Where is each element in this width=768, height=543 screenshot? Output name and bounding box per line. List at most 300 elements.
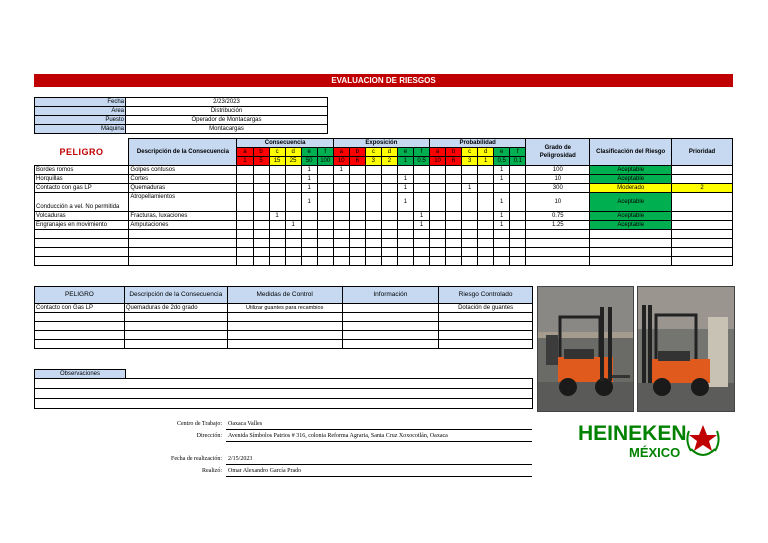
row-score xyxy=(285,175,301,184)
row-clasificacion: Aceptable xyxy=(590,221,672,230)
empty-cell[interactable] xyxy=(342,322,439,331)
row-score xyxy=(462,212,478,221)
empty-cell xyxy=(526,230,590,239)
empty-cell xyxy=(510,239,526,248)
header-prioridad: Prioridad xyxy=(672,139,733,166)
empty-cell xyxy=(446,230,462,239)
empty-cell xyxy=(35,230,129,239)
scale-value: 50 xyxy=(301,157,317,166)
row-grado: 10 xyxy=(526,193,590,212)
scale-letter: c xyxy=(462,148,478,157)
row-score: 1 xyxy=(462,184,478,193)
empty-cell[interactable] xyxy=(124,313,227,322)
empty-cell xyxy=(285,248,301,257)
row-score xyxy=(365,193,381,212)
empty-cell xyxy=(462,230,478,239)
empty-cell xyxy=(462,248,478,257)
empty-cell xyxy=(672,230,733,239)
row-score xyxy=(478,193,494,212)
scale-letter: b xyxy=(446,148,462,157)
row-prioridad xyxy=(672,221,733,230)
scale-letter: c xyxy=(269,148,285,157)
observaciones-line[interactable] xyxy=(35,379,533,389)
row-score xyxy=(462,166,478,175)
row-score xyxy=(510,193,526,212)
row-score xyxy=(285,166,301,175)
row-score xyxy=(301,221,317,230)
control-header-medidas: Medidas de Control xyxy=(227,287,342,304)
row-score xyxy=(446,221,462,230)
empty-cell[interactable] xyxy=(35,313,125,322)
row-score xyxy=(478,175,494,184)
empty-cell xyxy=(301,248,317,257)
row-score xyxy=(253,175,269,184)
info-label: Fecha xyxy=(35,98,126,107)
row-score xyxy=(285,212,301,221)
empty-cell xyxy=(413,257,429,266)
centro-value: Oaxaca Valles xyxy=(228,421,263,427)
scale-value: 1 xyxy=(237,157,253,166)
row-score xyxy=(446,166,462,175)
row-score: 1 xyxy=(413,212,429,221)
row-score: 1 xyxy=(494,175,510,184)
row-clasificacion: Aceptable xyxy=(590,212,672,221)
scale-letter: a xyxy=(333,148,349,157)
empty-cell xyxy=(365,230,381,239)
row-score xyxy=(446,212,462,221)
row-score xyxy=(478,212,494,221)
control-descripcion: Quemaduras de 2do grado xyxy=(124,304,227,313)
table-row xyxy=(35,175,733,184)
row-prioridad xyxy=(672,212,733,221)
empty-cell xyxy=(301,239,317,248)
row-score xyxy=(430,212,446,221)
forklift-photo-2 xyxy=(637,286,735,412)
empty-cell xyxy=(237,230,253,239)
row-score: 1 xyxy=(494,221,510,230)
empty-cell xyxy=(462,239,478,248)
scale-value: 3 xyxy=(462,157,478,166)
info-table xyxy=(34,97,328,134)
control-informacion xyxy=(342,304,439,313)
empty-cell xyxy=(285,230,301,239)
empty-cell[interactable] xyxy=(124,331,227,340)
header-consecuencia: Consecuencia xyxy=(237,139,333,148)
empty-cell xyxy=(237,257,253,266)
empty-cell xyxy=(269,257,285,266)
empty-cell xyxy=(397,248,413,257)
empty-cell xyxy=(430,248,446,257)
row-score: 1 xyxy=(397,193,413,212)
empty-row xyxy=(35,322,533,331)
empty-cell[interactable] xyxy=(35,340,125,349)
row-score xyxy=(430,175,446,184)
empty-row xyxy=(35,230,733,239)
row-peligro: Bordes romos xyxy=(35,166,129,175)
observaciones-label: Observaciones xyxy=(35,370,126,379)
empty-cell xyxy=(269,248,285,257)
row-score xyxy=(510,221,526,230)
row-score xyxy=(317,175,333,184)
empty-cell[interactable] xyxy=(342,313,439,322)
row-score: 1 xyxy=(494,193,510,212)
scale-letter: d xyxy=(285,148,301,157)
empty-cell xyxy=(317,248,333,257)
row-peligro: Horquillas xyxy=(35,175,129,184)
empty-cell xyxy=(333,239,349,248)
row-score xyxy=(253,193,269,212)
empty-cell[interactable] xyxy=(439,322,533,331)
row-score xyxy=(333,193,349,212)
row-score xyxy=(381,221,397,230)
scale-letter: d xyxy=(478,148,494,157)
scale-value: 0.5 xyxy=(413,157,429,166)
row-score xyxy=(317,193,333,212)
row-score xyxy=(381,212,397,221)
scale-letter: e xyxy=(301,148,317,157)
row-score xyxy=(381,193,397,212)
empty-cell xyxy=(333,248,349,257)
row-score: 1 xyxy=(301,166,317,175)
empty-cell xyxy=(365,239,381,248)
empty-cell xyxy=(365,248,381,257)
empty-cell xyxy=(397,257,413,266)
empty-cell xyxy=(269,230,285,239)
row-score xyxy=(333,175,349,184)
header-probabilidad: Probabilidad xyxy=(430,139,526,148)
scale-value: 10 xyxy=(430,157,446,166)
empty-cell xyxy=(672,239,733,248)
row-score xyxy=(510,175,526,184)
row-score: 1 xyxy=(269,212,285,221)
empty-cell xyxy=(397,239,413,248)
empty-cell xyxy=(672,248,733,257)
empty-cell xyxy=(590,248,672,257)
row-clasificacion: Moderado xyxy=(590,184,672,193)
control-header-informacion: Información xyxy=(342,287,439,304)
info-row xyxy=(35,98,328,107)
scale-letter: b xyxy=(349,148,365,157)
row-score xyxy=(349,221,365,230)
row-peligro: Engranajes en movimiento xyxy=(35,221,129,230)
scale-value: 2 xyxy=(381,157,397,166)
row-score xyxy=(365,175,381,184)
empty-cell xyxy=(478,257,494,266)
row-score xyxy=(430,184,446,193)
row-prioridad: 2 xyxy=(672,184,733,193)
empty-cell xyxy=(381,230,397,239)
heineken-logo xyxy=(576,419,721,465)
row-score xyxy=(317,212,333,221)
row-score xyxy=(349,212,365,221)
row-score: 1 xyxy=(333,166,349,175)
scale-letter: f xyxy=(317,148,333,157)
empty-cell xyxy=(129,239,237,248)
empty-cell[interactable] xyxy=(227,322,342,331)
row-descripcion: Cortes xyxy=(129,175,237,184)
row-score xyxy=(494,184,510,193)
row-score xyxy=(301,212,317,221)
info-label: Área xyxy=(35,107,126,116)
empty-cell xyxy=(478,239,494,248)
row-score: 1 xyxy=(301,193,317,212)
row-score xyxy=(237,166,253,175)
empty-cell xyxy=(285,257,301,266)
empty-cell[interactable] xyxy=(439,340,533,349)
row-score xyxy=(462,221,478,230)
scale-value: 1 xyxy=(397,157,413,166)
direccion-label: Dirección: xyxy=(196,433,222,439)
row-score xyxy=(253,184,269,193)
row-grado: 1.25 xyxy=(526,221,590,230)
row-score xyxy=(430,166,446,175)
empty-cell xyxy=(35,248,129,257)
row-score xyxy=(446,193,462,212)
empty-cell xyxy=(349,257,365,266)
scale-value: 10 xyxy=(333,157,349,166)
row-score xyxy=(317,221,333,230)
scale-value: 100 xyxy=(317,157,333,166)
row-score xyxy=(349,184,365,193)
empty-cell[interactable] xyxy=(439,313,533,322)
row-clasificacion: Aceptable xyxy=(590,175,672,184)
row-score xyxy=(333,221,349,230)
row-score xyxy=(285,193,301,212)
row-score xyxy=(478,166,494,175)
header-exposicion: Exposición xyxy=(333,139,429,148)
empty-cell[interactable] xyxy=(342,340,439,349)
empty-cell xyxy=(129,257,237,266)
table-row xyxy=(35,212,733,221)
row-score: 1 xyxy=(494,166,510,175)
empty-cell[interactable] xyxy=(35,331,125,340)
empty-cell xyxy=(317,239,333,248)
empty-cell xyxy=(397,230,413,239)
header-descripcion: Descripción de la Consecuencia xyxy=(129,139,237,166)
empty-cell xyxy=(253,239,269,248)
row-score xyxy=(381,184,397,193)
row-score xyxy=(237,193,253,212)
empty-cell[interactable] xyxy=(124,340,227,349)
empty-row xyxy=(35,239,733,248)
scale-value: 15 xyxy=(269,157,285,166)
header-grado: Grado de Peligrosidad xyxy=(526,139,590,166)
row-score xyxy=(365,221,381,230)
empty-cell xyxy=(446,239,462,248)
scale-value: 5 xyxy=(253,157,269,166)
empty-cell xyxy=(349,239,365,248)
row-descripcion: Fracturas, luxaciones xyxy=(129,212,237,221)
row-score xyxy=(333,184,349,193)
info-value: 2/23/2023 xyxy=(126,98,328,107)
scale-letter: e xyxy=(397,148,413,157)
empty-cell xyxy=(446,248,462,257)
empty-cell xyxy=(413,230,429,239)
control-row xyxy=(35,304,533,313)
fecha-label: Fecha de realización: xyxy=(171,456,222,462)
info-row xyxy=(35,116,328,125)
empty-cell xyxy=(478,248,494,257)
empty-cell xyxy=(285,239,301,248)
empty-cell[interactable] xyxy=(227,313,342,322)
empty-cell xyxy=(237,248,253,257)
row-score xyxy=(349,175,365,184)
heineken-logo-mark xyxy=(576,419,721,465)
scale-letter: a xyxy=(430,148,446,157)
row-score xyxy=(349,166,365,175)
row-score xyxy=(446,184,462,193)
empty-cell xyxy=(590,257,672,266)
row-score: 1 xyxy=(397,175,413,184)
empty-cell[interactable] xyxy=(227,340,342,349)
empty-cell xyxy=(253,230,269,239)
empty-cell xyxy=(381,257,397,266)
control-header-descripcion: Descripción de la Consecuencia xyxy=(124,287,227,304)
row-grado: 300 xyxy=(526,184,590,193)
empty-cell[interactable] xyxy=(342,331,439,340)
row-score: 1 xyxy=(285,221,301,230)
empty-row xyxy=(35,331,533,340)
svg-text:HEINEKEN: HEINEKEN xyxy=(578,422,687,445)
row-score xyxy=(510,184,526,193)
row-score xyxy=(397,166,413,175)
scale-letter: d xyxy=(381,148,397,157)
row-score xyxy=(317,184,333,193)
row-score xyxy=(237,175,253,184)
row-score xyxy=(253,212,269,221)
controls-table xyxy=(34,286,533,349)
row-score xyxy=(510,212,526,221)
row-score xyxy=(381,166,397,175)
info-value: Distribución xyxy=(126,107,328,116)
info-row xyxy=(35,125,328,134)
empty-cell xyxy=(413,239,429,248)
scale-value: 25 xyxy=(285,157,301,166)
empty-cell xyxy=(253,248,269,257)
row-score xyxy=(462,175,478,184)
empty-row xyxy=(35,257,733,266)
empty-cell xyxy=(494,257,510,266)
empty-cell xyxy=(253,257,269,266)
row-score xyxy=(446,175,462,184)
row-score xyxy=(413,193,429,212)
empty-cell[interactable] xyxy=(439,331,533,340)
empty-cell xyxy=(494,230,510,239)
empty-cell xyxy=(317,257,333,266)
empty-cell xyxy=(349,248,365,257)
row-clasificacion: Aceptable xyxy=(590,193,672,212)
empty-cell[interactable] xyxy=(227,331,342,340)
info-label: Puesto xyxy=(35,116,126,125)
info-row xyxy=(35,107,328,116)
row-score xyxy=(478,184,494,193)
row-score: 1 xyxy=(301,175,317,184)
empty-cell xyxy=(237,239,253,248)
scale-value: 1 xyxy=(478,157,494,166)
empty-cell xyxy=(430,257,446,266)
table-row xyxy=(35,166,733,175)
table-row xyxy=(35,184,733,193)
empty-cell[interactable] xyxy=(35,322,125,331)
direccion-value: Avenida Símbolos Patrios # 316, colonia Reforma Agraria, Santa Cruz Xoxocotlán, Oaxaca xyxy=(228,433,448,439)
row-score xyxy=(365,184,381,193)
empty-cell xyxy=(494,248,510,257)
empty-cell xyxy=(526,257,590,266)
fecha-value: 2/15/2023 xyxy=(228,456,253,462)
row-score xyxy=(317,166,333,175)
control-riesgo: Dotación de guantes xyxy=(439,304,533,313)
row-prioridad xyxy=(672,193,733,212)
empty-cell xyxy=(317,230,333,239)
svg-text:MÉXICO: MÉXICO xyxy=(629,445,681,460)
control-header-peligro: PELIGRO xyxy=(35,287,125,304)
empty-cell[interactable] xyxy=(124,322,227,331)
row-score xyxy=(237,221,253,230)
empty-cell xyxy=(494,239,510,248)
empty-row xyxy=(35,248,733,257)
row-score: 1 xyxy=(413,221,429,230)
row-clasificacion: Aceptable xyxy=(590,166,672,175)
row-score xyxy=(237,184,253,193)
observaciones-line[interactable] xyxy=(35,389,533,399)
empty-cell xyxy=(430,239,446,248)
row-score: 1 xyxy=(397,184,413,193)
empty-cell xyxy=(478,230,494,239)
row-score xyxy=(365,212,381,221)
row-score xyxy=(413,184,429,193)
empty-cell xyxy=(381,239,397,248)
empty-cell xyxy=(590,230,672,239)
empty-cell xyxy=(269,239,285,248)
row-score xyxy=(333,212,349,221)
row-score xyxy=(365,166,381,175)
row-score xyxy=(269,184,285,193)
scale-letter: f xyxy=(413,148,429,157)
table-row xyxy=(35,221,733,230)
row-prioridad xyxy=(672,175,733,184)
scale-value: 6 xyxy=(349,157,365,166)
table-row xyxy=(35,193,733,212)
scale-letter: a xyxy=(237,148,253,157)
row-score xyxy=(430,221,446,230)
scale-value: 6 xyxy=(446,157,462,166)
empty-cell xyxy=(672,257,733,266)
row-peligro: Volcaduras xyxy=(35,212,129,221)
empty-cell xyxy=(129,230,237,239)
control-peligro: Contacto con Gas LP xyxy=(35,304,125,313)
row-grado: 10 xyxy=(526,175,590,184)
empty-cell xyxy=(462,257,478,266)
empty-cell xyxy=(333,257,349,266)
row-score xyxy=(285,184,301,193)
empty-cell xyxy=(333,230,349,239)
empty-cell xyxy=(35,257,129,266)
row-score xyxy=(397,221,413,230)
row-score xyxy=(462,193,478,212)
page-title: EVALUACION DE RIESGOS xyxy=(34,74,733,87)
row-score xyxy=(381,175,397,184)
empty-cell xyxy=(35,239,129,248)
observaciones-line[interactable] xyxy=(35,399,533,409)
empty-cell xyxy=(365,257,381,266)
empty-cell xyxy=(129,248,237,257)
scale-value: 0.5 xyxy=(494,157,510,166)
row-descripcion: Golpes contusos xyxy=(129,166,237,175)
row-prioridad xyxy=(672,166,733,175)
row-score xyxy=(413,175,429,184)
forklift-photo-1 xyxy=(537,286,634,412)
row-score xyxy=(269,193,285,212)
